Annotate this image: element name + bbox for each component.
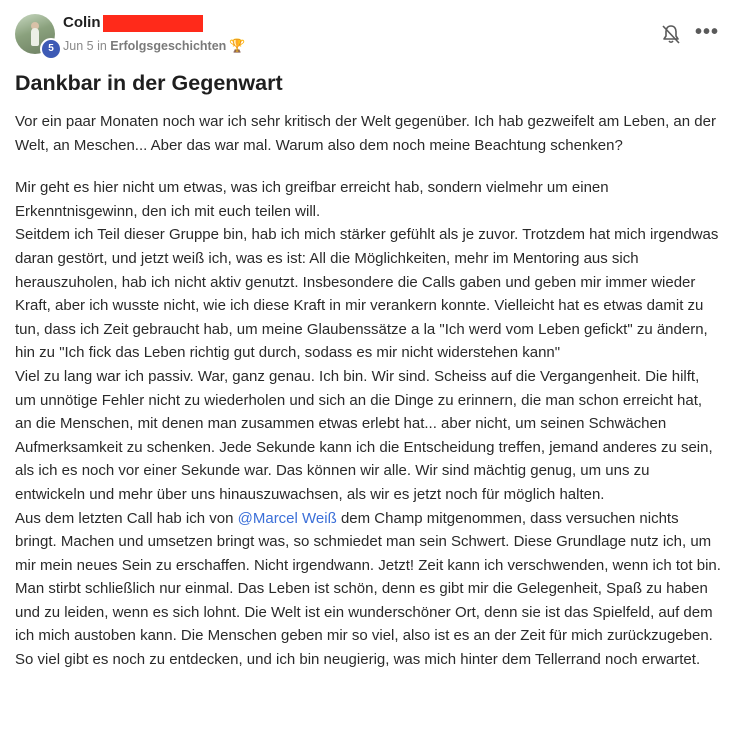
paragraph-intro: Vor ein paar Monaten noch war ich sehr kritisch der Welt gegenüber. Ich hab gezweifelt am Leben, an der Welt, an Meschen... Aber das war mal. Warum also dem noch meine Beachtung schenken?	[15, 113, 716, 154]
mention-link[interactable]: @Marcel Weiß	[237, 509, 337, 527]
text-before-mention: Aus dem letzten Call hab ich von	[15, 509, 234, 527]
text-after-mention: dem Champ mitgenommen, dass versuchen nichts bringt. Machen und umsetzen bringt was, so schmiedet man sein Schwert. Diese Grundlage nutz ich, um mir mein neues Sein zu erschaffen. Nicht irgendwann. Jetzt! Zeit kann ich verschwenden, wenn ich tot bin. Man stirbt schließlich nur einmal. Das Leben ist schön, denn es gibt mir die Gelegenheit, Spaß zu haben und zu leiden, wenn es sich lohnt. Die Welt ist ein wunderschöner Ort, denn sie ist das Spielfeld, auf dem ich mich austoben kann. Die Menschen geben mir so viel, also ist es an der Zeit für mich zurückzugeben. So viel gibt es noch zu entdecken, und ich bin neugierig, was mich hinter dem Tellerrand noch erwartet.	[15, 509, 721, 669]
post-body	[15, 110, 721, 672]
redacted-surname	[103, 15, 203, 32]
post-meta	[63, 38, 245, 54]
more-options-icon[interactable]: •••	[694, 21, 719, 43]
paragraph-main-a: Mir geht es hier nicht um etwas, was ich greifbar erreicht hab, sondern vielmehr um einen Erkenntnisgewinn, den ich mit euch teilen will.	[15, 179, 609, 220]
trophy-icon: 🏆	[229, 38, 246, 53]
category-link[interactable]: Erfolgsgeschichten	[110, 39, 227, 53]
level-badge: 5	[40, 38, 62, 60]
post-header	[15, 12, 719, 60]
bell-icon[interactable]	[661, 24, 681, 46]
in-label: in	[97, 39, 107, 53]
avatar-figure	[31, 28, 39, 46]
author-name[interactable]: Colin	[63, 14, 101, 31]
paragraph-main-c: Viel zu lang war ich passiv. War, ganz genau. Ich bin. Wir sind. Scheiss auf die Vergangenheit. Die hilft, um unnötige Fehler nicht zu wiederholen und sich an die Dinge zu erinnern, die man schon erreicht hat, an die Menschen, mit denen man zusammen etwas erlebt hat... aber nicht, um seinen Schwächen Aufmerksamkeit zu schenken. Jede Sekunde kann ich die Entscheidung treffen, jemand anderes zu sein, als ich es noch vor einer Sekunde war. Das können wir alle. Wir sind mächtig genug, um uns zu entwickeln und mehr über uns hinauszuwachsen, als wir es jetzt noch für möglich halten.	[15, 367, 713, 503]
post-title: Dankbar in der Gegenwart	[15, 71, 283, 95]
post-date[interactable]: Jun 5	[63, 39, 94, 53]
paragraph-main-d	[15, 507, 721, 672]
paragraph-main-b: Seitdem ich Teil dieser Gruppe bin, hab ich mich stärker gefühlt als je zuvor. Trotzdem hat mich irgendwas daran gestört, und jetzt weiß ich, was es ist: All die Möglichkeiten, mehr im Mentoring aus sich herauszuholen, hab ich nicht aktiv genutzt. Insbesondere die Calls gaben und geben mir immer wieder Kraft, aber ich wusste nicht, wie ich diese Kraft in mir verankern konnte. Vielleicht hat es etwas damit zu tun, dass ich Zeit gebraucht hab, um meine Glaubenssätze a la "Ich werd vom Leben gefickt" zu ändern, hin zu "Ich fick das Leben richtig gut durch, sodass es mir nicht widerstehen kann"	[15, 226, 719, 362]
